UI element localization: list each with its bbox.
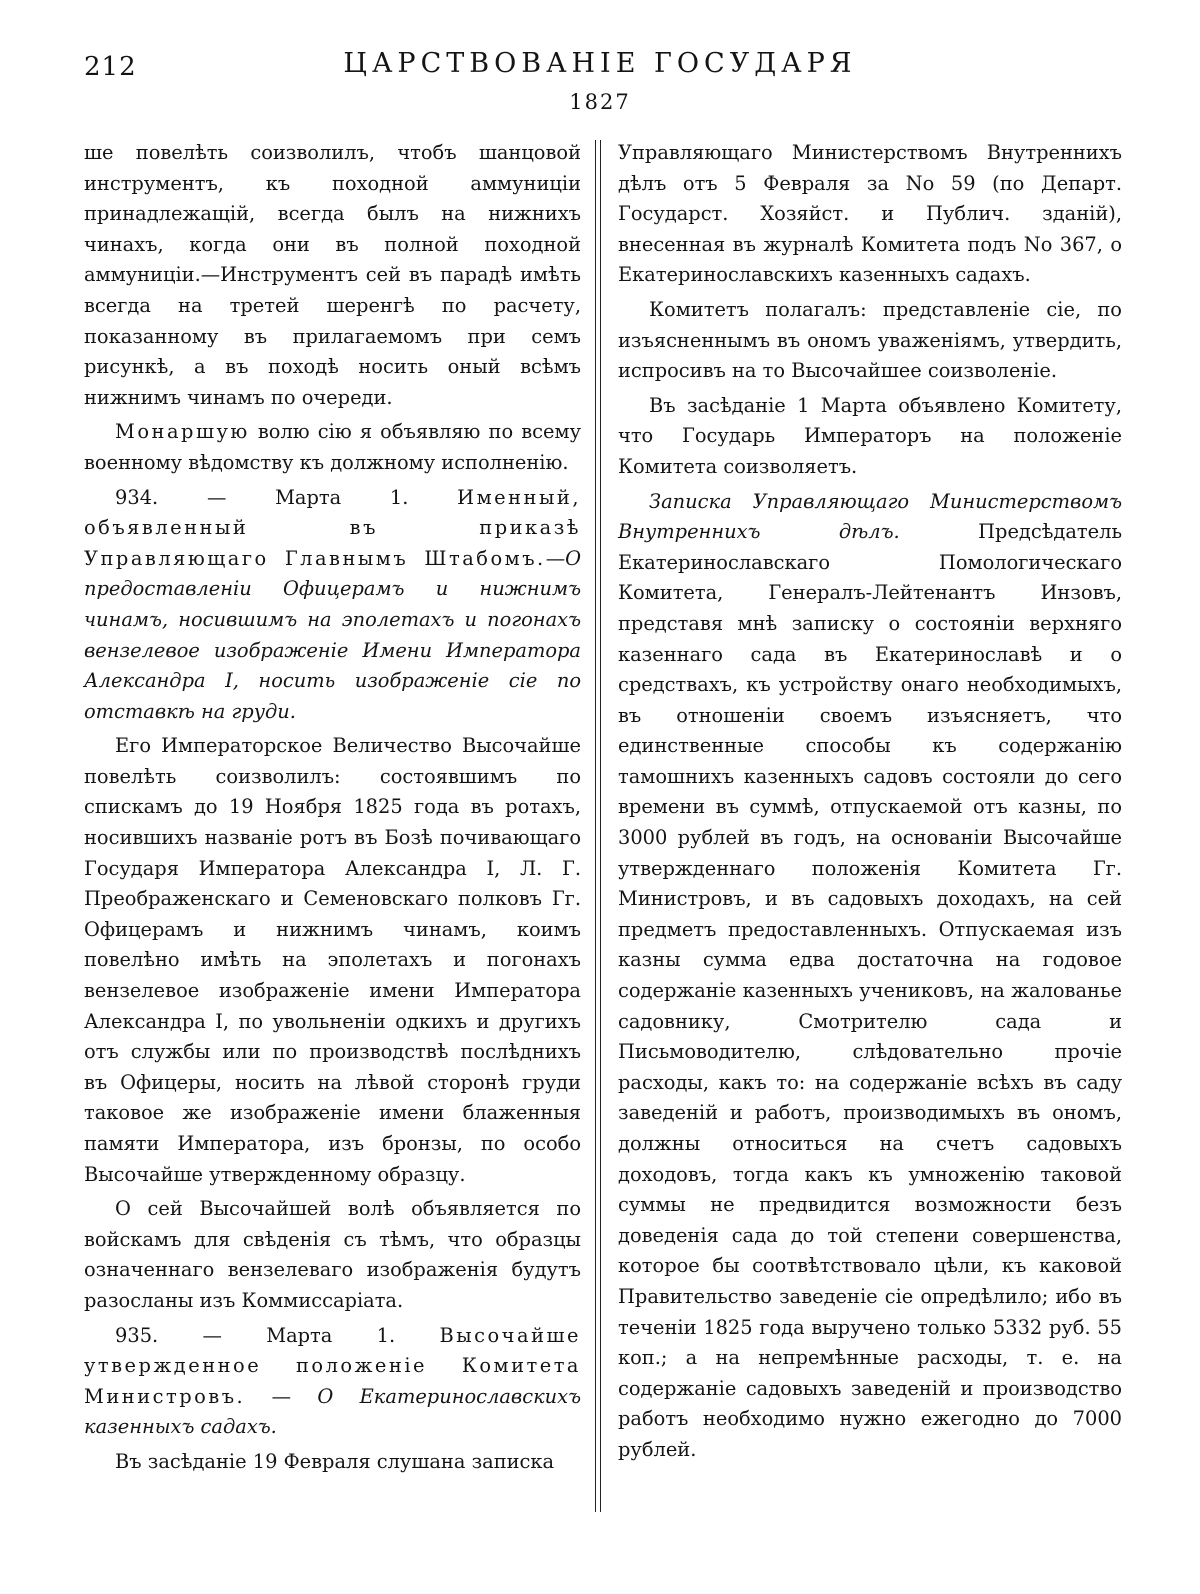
left-paragraph-5: О сей Высочайшей волѣ объявляется по войскамъ для свѣденія съ тѣмъ, что образцы означеннаго вензелеваго изображенія будутъ разосланы изъ Коммиссаріата.: [84, 1197, 581, 1312]
article-number: 935. — Марта 1.: [115, 1323, 440, 1347]
article-source: Высочайше утвержденное положеніе Комитета Министровъ.: [84, 1323, 581, 1408]
column-divider: [595, 140, 601, 1512]
right-paragraph-4: [618, 487, 1122, 1466]
memo-text: Предсѣдатель Екатеринославскаго Помологическаго Комитета, Генералъ-Лейтенантъ Инзовъ, представя мнѣ записку о состояніи верхняго казеннаго сада въ Екатеринославѣ и о средствахъ, къ устройству онаго необходимыхъ, въ отношеніи своемъ изъясняетъ, что единственные способы къ содержанію тамошнихъ казенныхъ садовъ состояли до сего времени въ суммѣ, отпускаемой отъ казны, по 3000 рублей въ годъ, на основаніи Высочайше утвержденнаго положенія Комитета Гг. Министровъ, и въ садовыхъ доходахъ, на сей предметъ предоставленныхъ. Отпускаемая изъ казны сумма едва достаточна на годовое содержаніе казенныхъ учениковъ, на жалованье садовнику, Смотрителю сада и Письмоводителю, слѣдовательно прочіе расходы, какъ то: на содержаніе всѣхъ въ саду заведеній и работъ, производимыхъ въ ономъ, должны относиться на счетъ садовыхъ доходовъ, тогда какъ къ умноженію таковой суммы не предвидится возможности безъ доведенія сада до той степени совершенства, которое бы соотвѣтствовало цѣли, къ каковой Правительство заведеніе сіе опредѣлило; ибо въ теченіи 1825 года выручено только 5332 руб. 55 коп.; а на непремѣнные расходы, т. е. на содержаніе садовыхъ заведеній и производство работъ необходимо нужно ежегодно до 7000 рублей.: [618, 520, 1122, 1461]
left-column: [84, 138, 581, 1482]
article-title: — О Екатеринославскихъ казенныхъ садахъ.: [84, 1384, 581, 1439]
memo-title: Записка Управляющаго Министерствомъ Внутреннихъ дѣлъ.: [618, 489, 1122, 544]
right-paragraph-1: Управляющаго Министерствомъ Внутреннихъ дѣлъ отъ 5 Февраля за No 59 (по Департ. Государст. Хозяйст. и Публич. зданій), внесенная въ журналѣ Комитета подъ No 367, о Екатеринославскихъ казенныхъ садахъ.: [618, 141, 1122, 287]
article-number: 934. — Марта 1.: [115, 485, 458, 509]
article-935: [84, 1321, 581, 1443]
article-source: Именный, объявленный въ приказѣ Управляющаго Главнымъ Штабомъ.: [84, 485, 581, 570]
right-column: [618, 138, 1122, 1470]
left-paragraph-1: ше повелѣть соизволилъ, чтобъ шанцовой инструментъ, къ походной аммуниціи принадлежащій, всегда былъ на нижнихъ чинахъ, когда они въ полной походной аммуниціи.—Инструментъ сей въ парадѣ имѣть всегда на третей шеренгѣ по расчету, показанному въ прилагаемомъ при семъ рисункѣ, а въ походѣ носить оный всѣмъ нижнимъ чинамъ по очереди.: [84, 141, 581, 409]
right-paragraph-3: Въ засѣданіе 1 Марта объявлено Комитету, что Государь Императоръ на положеніе Комитета соизволяетъ.: [618, 393, 1122, 478]
article-title: —О предоставленіи Офицерамъ и нижнимъ чинамъ, носившимъ на эполетахъ и погонахъ вензелевое изображеніе Имени Императора Александра I, носить изображеніе сіе по отставкѣ на груди.: [84, 546, 581, 723]
page-number: 212: [84, 52, 137, 82]
article-934: [84, 483, 581, 728]
year-heading: 1827: [569, 90, 631, 114]
right-paragraph-2: Комитетъ полагалъ: представленіе сіе, по изъясненнымъ въ ономъ уваженіямъ, утвердить, испросивъ на то Высочайшее соизволеніе.: [618, 297, 1122, 383]
spaced-word: Монаршую: [115, 420, 250, 444]
paragraph-text: волю сію я объявляю по всему военному вѣдомству къ должному исполненію.: [84, 420, 581, 474]
left-paragraph-2: [84, 417, 581, 478]
left-paragraph-4: Его Императорское Величество Высочайше повелѣть соизволилъ: состоявшимъ по спискамъ до 19 Ноября 1825 года въ ротахъ, носившихъ названіе ротъ въ Бозѣ почивающаго Государя Императора Александра I, Л. Г. Преображенскаго и Семеновскаго полковъ Гг. Офицерамъ и нижнимъ чинамъ, коимъ повелѣно имѣть на эполетахъ и погонахъ вензелевое изображеніе имени Императора Александра I, по увольненіи одкихъ и другихъ отъ службы или по производствѣ послѣднихъ въ Офицеры, носить на лѣвой сторонѣ груди таковое же изображеніе имени блаженныя памяти Императора, изъ бронзы, по особо Высочайше утвержденному образцу.: [84, 734, 581, 1186]
running-head: ЦАРСТВОВАНІЕ ГОСУДАРЯ: [343, 48, 857, 79]
left-paragraph-7: Въ засѣданіе 19 Февраля слушана записка: [115, 1449, 555, 1473]
